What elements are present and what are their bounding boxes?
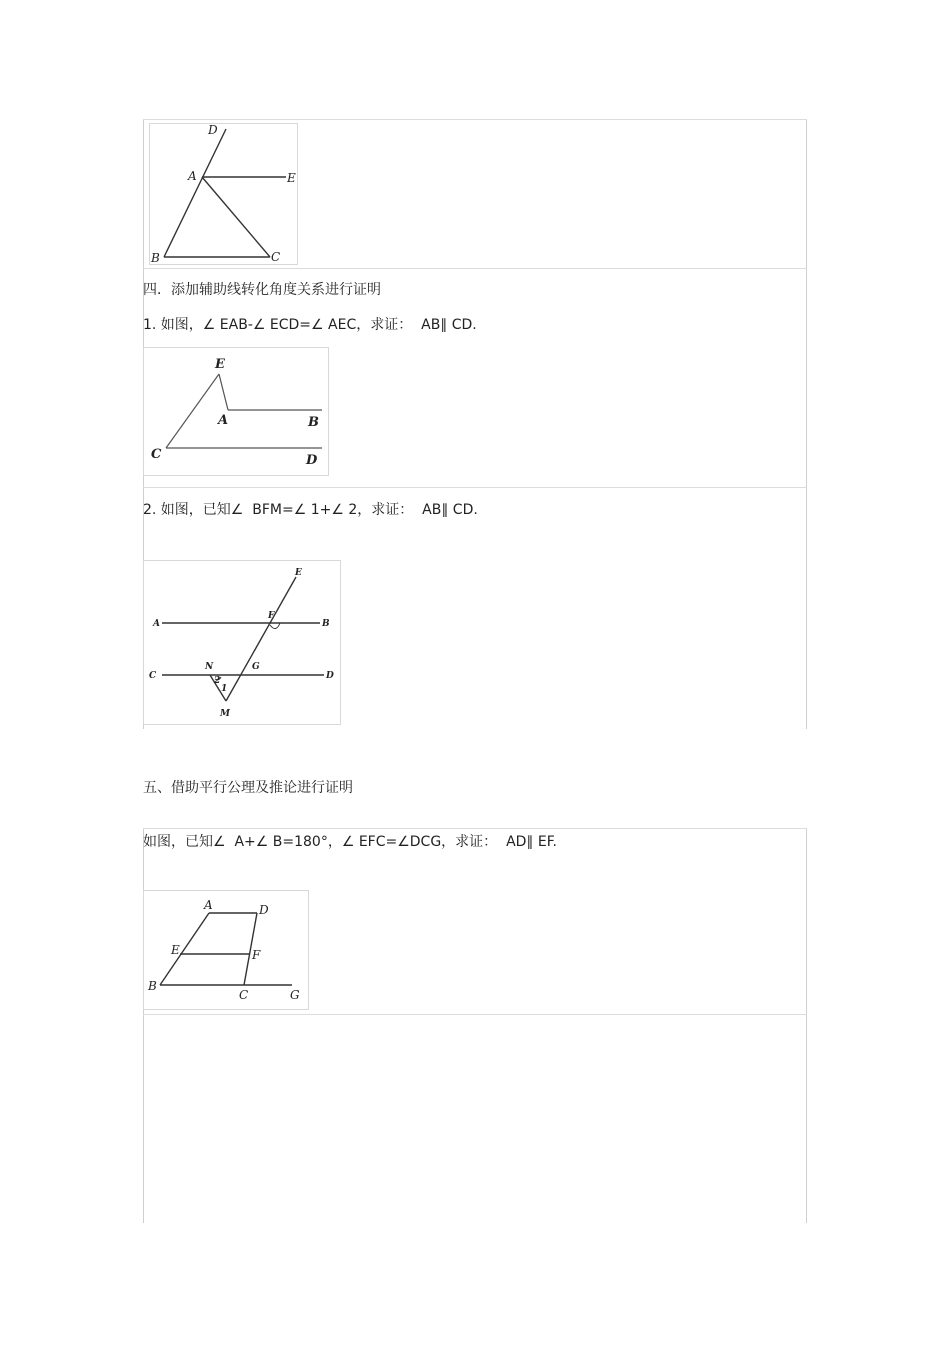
section-5-heading: 五、借助平行公理及推论进行证明 (143, 780, 353, 796)
label-n: N (205, 662, 214, 672)
label-e: E (171, 943, 180, 957)
figure-problem-1 (143, 347, 329, 476)
label-e: E (295, 568, 302, 578)
row-divider-1 (143, 268, 807, 269)
label-e: E (215, 357, 225, 372)
label-d: D (259, 903, 269, 917)
label-d: D (306, 453, 318, 468)
frame-right-line-top (806, 119, 807, 729)
problem-1-text: 1. 如图，∠ EAB-∠ ECD=∠ AEC，求证： AB∥ CD. (143, 317, 477, 333)
label-b: B (151, 251, 160, 264)
label-a: A (188, 169, 197, 183)
label-c: C (149, 671, 157, 681)
label-a: A (204, 898, 213, 912)
problem-2-text: 2. 如图，已知∠ BFM=∠ 1+∠ 2，求证： AB∥ CD. (143, 502, 478, 518)
frame-top-line-2 (143, 828, 807, 829)
section-5-problem-text: 如图，已知∠ A+∠ B=180°，∠ EFC=∠DCG，求证： AD∥ EF. (143, 834, 557, 850)
label-b: B (322, 619, 330, 629)
figure-section-5 (143, 890, 309, 1010)
frame-top-line (143, 119, 807, 120)
label-c: C (239, 988, 249, 1002)
frame-left-line-bottom (143, 828, 144, 1223)
label-c: C (151, 447, 162, 462)
label-b: B (148, 979, 157, 993)
label-1: 1 (221, 684, 228, 694)
label-e: E (287, 171, 296, 185)
label-f: F (268, 611, 275, 621)
label-2: 2 (214, 676, 221, 686)
label-m: M (220, 709, 230, 719)
figure-triangle-exterior (149, 123, 298, 265)
row-divider-3 (143, 1014, 807, 1015)
row-divider-2 (143, 487, 807, 488)
label-d: D (208, 124, 218, 137)
label-a: A (153, 619, 160, 629)
figure-problem-2 (143, 560, 341, 725)
label-g: G (252, 662, 260, 672)
label-a: A (218, 413, 229, 428)
label-c: C (271, 250, 281, 264)
label-d: D (326, 671, 334, 681)
frame-right-line-bottom (806, 828, 807, 1223)
label-b: B (308, 415, 319, 430)
label-f: F (252, 948, 261, 962)
section-4-heading: 四．添加辅助线转化角度关系进行证明 (143, 282, 381, 298)
label-g: G (290, 988, 300, 1002)
